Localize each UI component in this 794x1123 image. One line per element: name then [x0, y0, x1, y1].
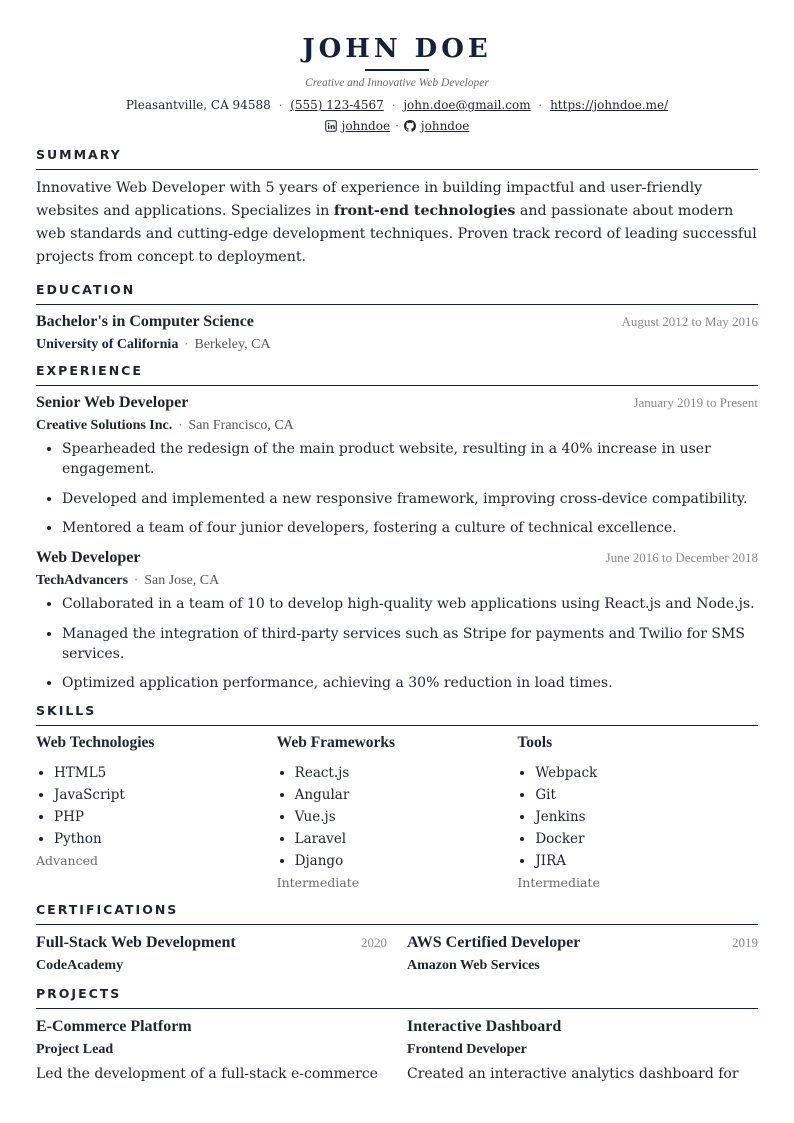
summary-highlight: front-end technologies: [333, 203, 516, 219]
list-item: • JIRA: [535, 850, 758, 872]
skills-grid: [36, 734, 758, 890]
summary-section: [36, 147, 758, 269]
project-name: Interactive Dashboard: [407, 1017, 562, 1035]
github-link[interactable]: johndoe: [420, 119, 470, 133]
project-name: E-Commerce Platform: [36, 1017, 192, 1035]
separator: ·: [395, 119, 399, 133]
experience-entry: [36, 394, 758, 538]
education-section: [36, 282, 758, 353]
separator: ·: [178, 418, 183, 433]
phone-link[interactable]: (555) 123-4567: [290, 98, 384, 112]
job-bullets: [36, 594, 758, 693]
list-item: • JavaScript: [54, 784, 277, 806]
certification-issuer: Amazon Web Services: [407, 957, 540, 973]
list-item: • Collaborated in a team of 10 to develop high-quality web applications using React.js and Node.js.: [62, 594, 758, 614]
list-item: • Developed and implemented a new responsive framework, improving cross-device compatibility.: [62, 489, 758, 509]
skills-section: [36, 703, 758, 890]
skill-group-title: Tools: [517, 733, 553, 751]
skill-group: [36, 734, 277, 890]
company-name: TechAdvancers: [36, 573, 129, 588]
skill-group: [277, 734, 518, 890]
job-date: January 2019 to Present: [633, 395, 758, 410]
separator: ·: [278, 98, 283, 112]
certification-entry: [36, 934, 387, 974]
certification-name: AWS Certified Developer: [407, 933, 581, 951]
degree-title: Bachelor's in Computer Science: [36, 313, 254, 330]
project-role: Project Lead: [36, 1041, 114, 1057]
company-name: Creative Solutions Inc.: [36, 418, 173, 433]
project-entry: [407, 1018, 758, 1084]
job-date: June 2016 to December 2018: [605, 550, 758, 565]
list-item: • PHP: [54, 806, 277, 828]
school-name: University of California: [36, 337, 179, 352]
experience-entry: [36, 549, 758, 693]
project-description: Created an interactive analytics dashboard for: [407, 1065, 739, 1082]
certifications-section: [36, 902, 758, 974]
certification-issuer: CodeAcademy: [36, 957, 124, 973]
list-item: • HTML5: [54, 762, 277, 784]
summary-text-part: Innovative Web Developer with 5 years of experience in building impactful and user-friendly websites and applications. Specializes in: [36, 180, 703, 219]
list-item: • Git: [535, 784, 758, 806]
list-item: • Optimized application performance, achieving a 30% reduction in load times.: [62, 673, 758, 693]
job-title: Web Developer: [36, 549, 141, 566]
certification-entry: [407, 934, 758, 974]
skill-level: Intermediate: [276, 874, 360, 890]
list-item: • Laravel: [295, 828, 518, 850]
skill-group: [517, 734, 758, 890]
contact-line: [36, 98, 758, 112]
certification-year: 2019: [732, 934, 758, 950]
projects-grid: [36, 1018, 758, 1084]
education-entry: [36, 313, 758, 353]
skill-level: Advanced: [36, 852, 98, 868]
section-title-certifications: CERTIFICATIONS: [36, 902, 758, 925]
skill-level: Intermediate: [517, 874, 600, 890]
name-underline: [365, 69, 429, 71]
job-bullets: [36, 439, 758, 538]
section-title-experience: EXPERIENCE: [36, 363, 758, 386]
section-title-education: EDUCATION: [36, 282, 758, 305]
list-item: • Spearheaded the redesign of the main product website, resulting in a 40% increase in user engagement.: [62, 439, 758, 479]
social-line: [36, 119, 758, 133]
linkedin-icon: [325, 120, 337, 132]
skill-group-title: Web Technologies: [36, 733, 155, 751]
separator: ·: [134, 573, 139, 588]
certifications-grid: [36, 934, 758, 974]
list-item: • Vue.js: [295, 806, 518, 828]
school-location: Berkeley, CA: [194, 337, 271, 352]
list-item: • Managed the integration of third-party services such as Stripe for payments and Twilio for SMS services.: [62, 624, 758, 664]
separator: ·: [538, 98, 543, 112]
summary-text-part: and passionate about modern web standards and cutting-edge development techniques. Proven track record of leading successful projects from concept to deployment.: [36, 203, 757, 265]
list-item: • Webpack: [535, 762, 758, 784]
resume-header: [36, 36, 758, 133]
experience-section: [36, 363, 758, 693]
list-item: • Angular: [295, 784, 518, 806]
summary-text: [36, 177, 758, 269]
email-link[interactable]: john.doe@gmail.com: [403, 98, 531, 112]
project-entry: [36, 1018, 387, 1084]
list-item: • React.js: [295, 762, 518, 784]
list-item: • Django: [295, 850, 518, 872]
job-title: Senior Web Developer: [36, 394, 189, 411]
separator: ·: [184, 337, 189, 352]
projects-section: [36, 986, 758, 1084]
location-text: Pleasantville, CA 94588: [125, 98, 271, 112]
list-item: • Python: [54, 828, 277, 850]
project-description: Led the development of a full-stack e-commerce: [36, 1065, 378, 1082]
education-date: August 2012 to May 2016: [621, 314, 758, 329]
list-item: • Mentored a team of four junior developers, fostering a culture of technical excellence.: [62, 518, 758, 538]
github-icon: [404, 120, 416, 132]
website-link[interactable]: https://johndoe.me/: [550, 98, 669, 112]
separator: ·: [391, 98, 396, 112]
section-title-projects: PROJECTS: [36, 986, 758, 1009]
list-item: • Docker: [535, 828, 758, 850]
section-title-skills: SKILLS: [36, 703, 758, 726]
project-role: Frontend Developer: [407, 1041, 527, 1057]
candidate-name: JOHN DOE: [302, 34, 492, 64]
certification-name: Full-Stack Web Development: [36, 933, 236, 951]
tagline: Creative and Innovative Web Developer: [305, 77, 489, 89]
company-location: San Jose, CA: [144, 573, 220, 588]
company-location: San Francisco, CA: [188, 418, 294, 433]
section-title-summary: SUMMARY: [36, 147, 758, 170]
certification-year: 2020: [361, 934, 387, 950]
list-item: • Jenkins: [535, 806, 758, 828]
skill-group-title: Web Frameworks: [276, 733, 396, 751]
linkedin-link[interactable]: johndoe: [341, 119, 391, 133]
